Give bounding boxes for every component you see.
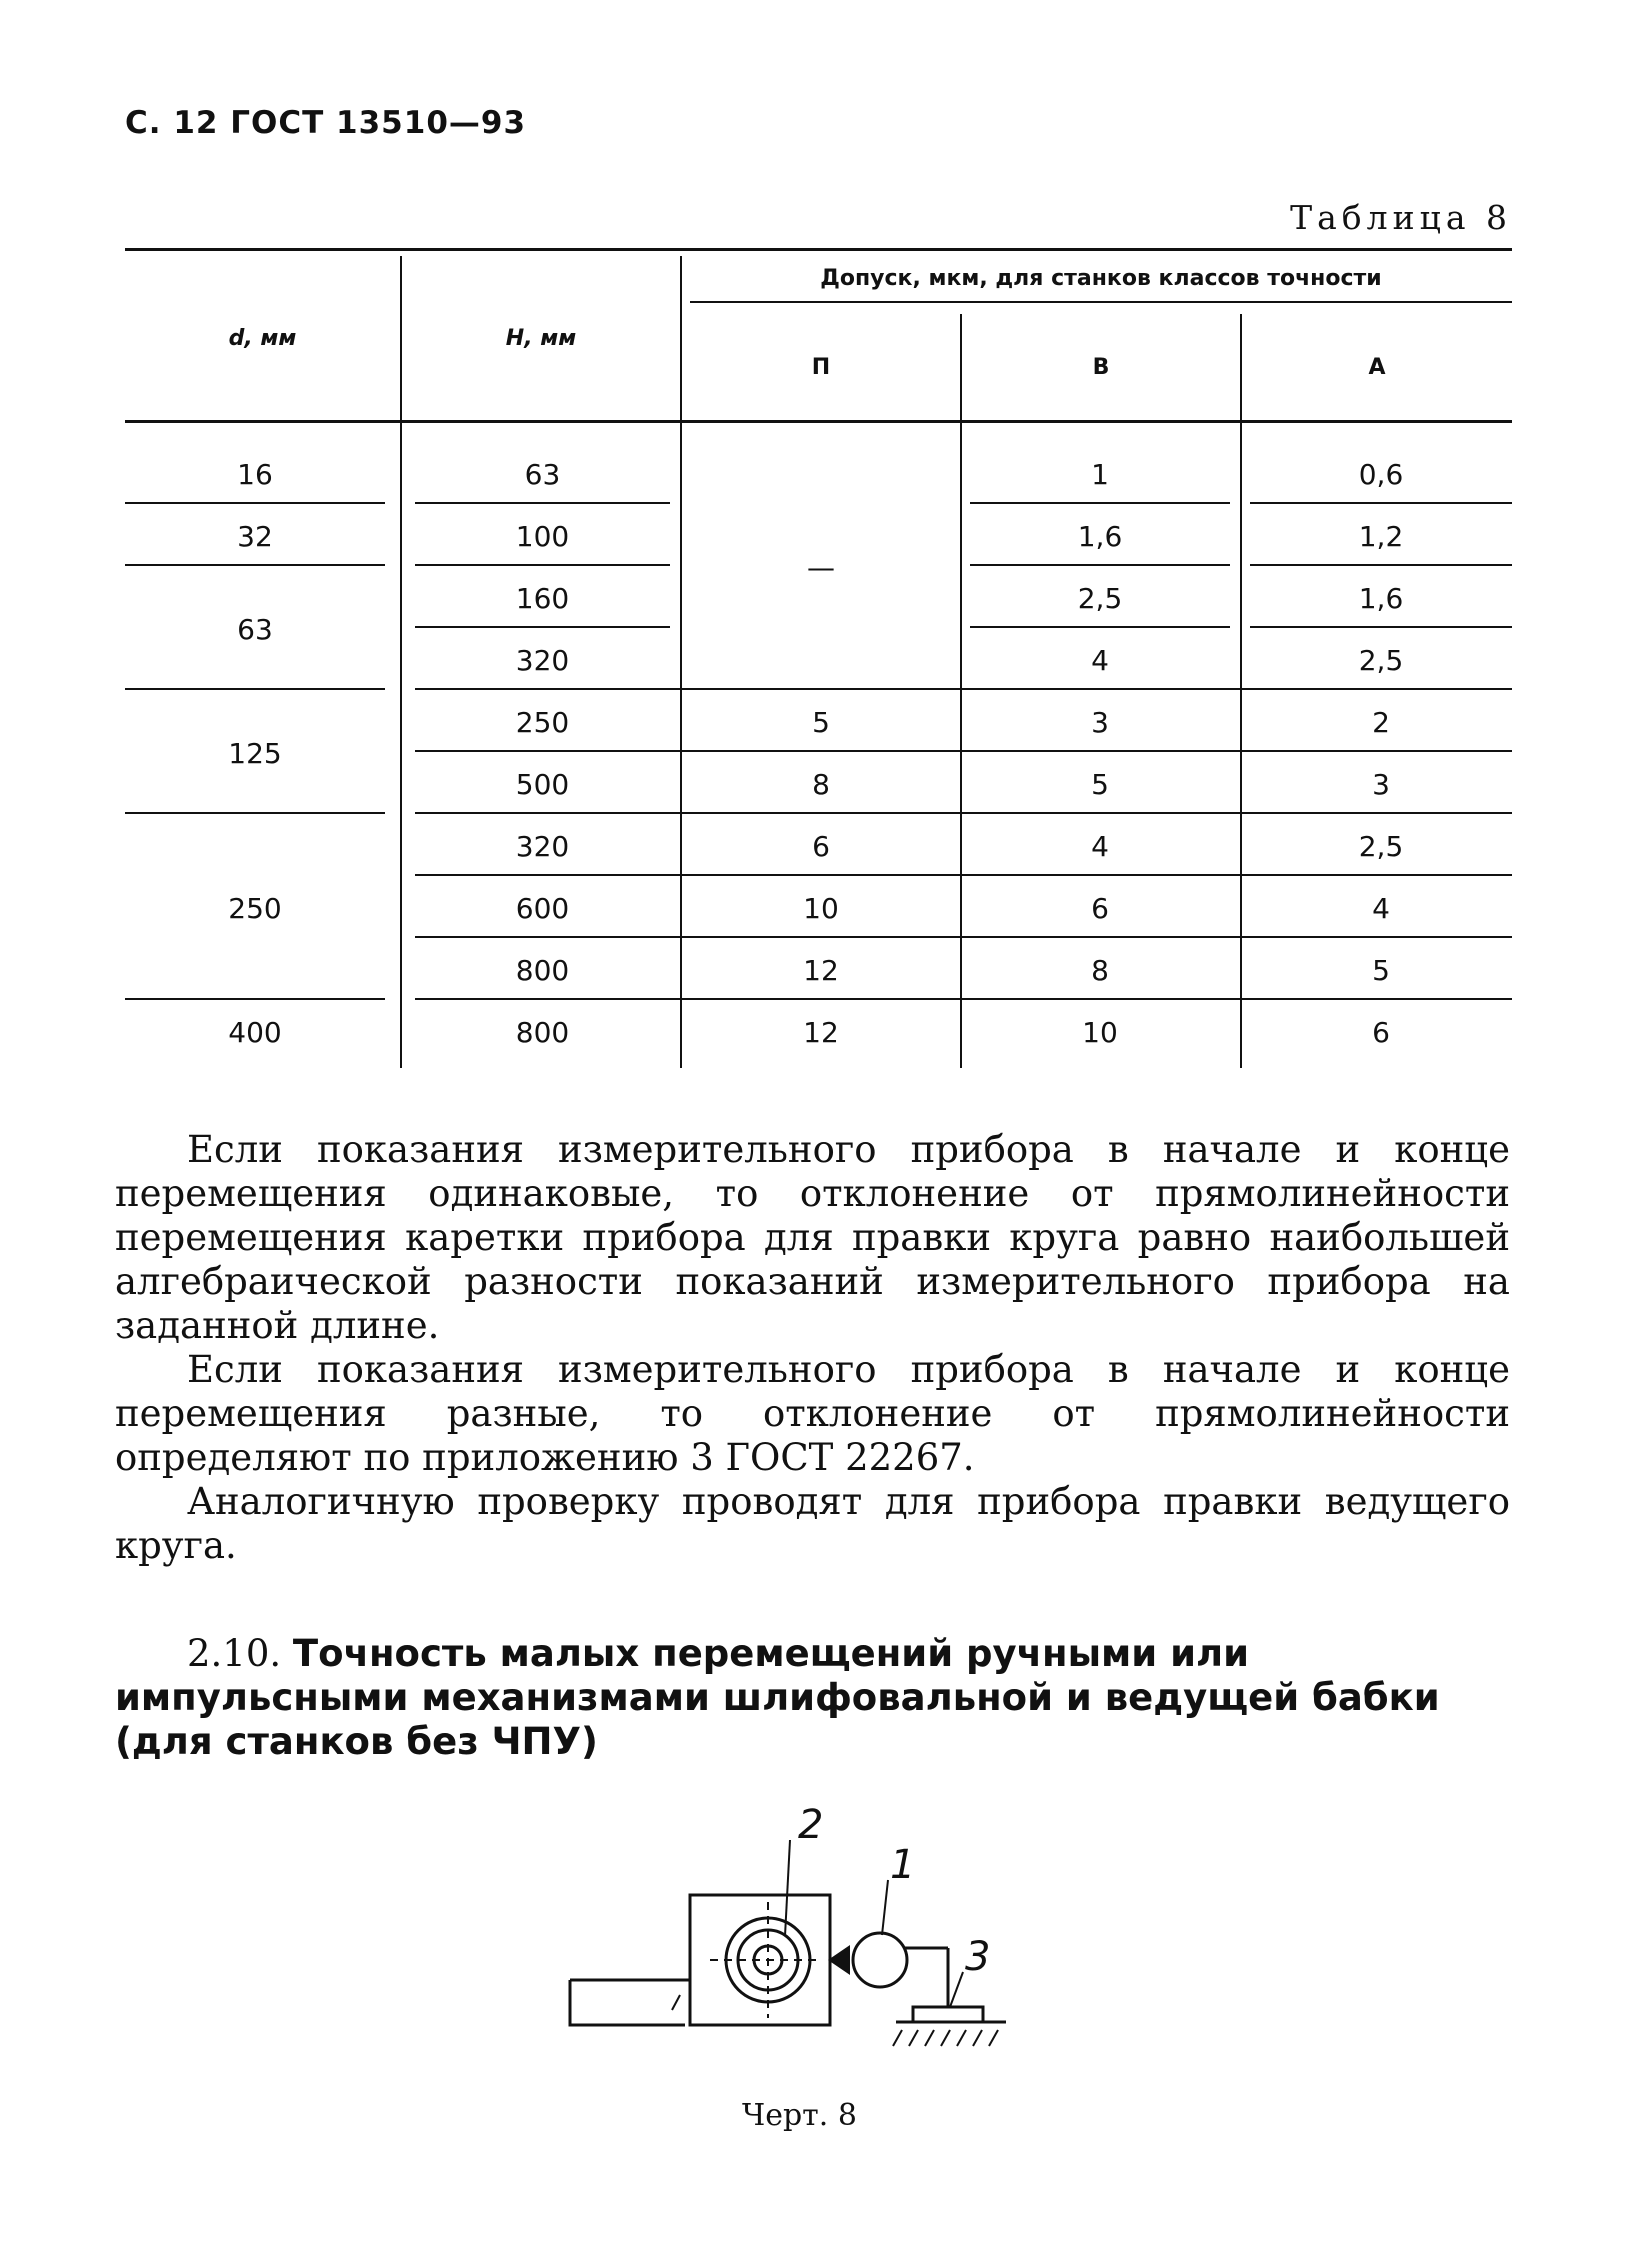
cell-a: 4: [1372, 891, 1390, 925]
section-title: Точность малых перемещений ручными или импульсными механизмами шлифовальной и ведущей бабки (для станков без ЧПУ): [115, 1632, 1440, 1763]
cell-d: 125: [228, 736, 282, 770]
cell-a: 1,2: [1358, 519, 1404, 553]
cell-b: 2,5: [1077, 581, 1123, 615]
cell-p: 12: [803, 953, 839, 987]
header-bottom-rule: [125, 420, 1512, 423]
cell-p: 10: [803, 891, 839, 925]
header-class-p: П: [811, 354, 831, 380]
header-sub-rule: [690, 301, 1512, 303]
col-rule: [960, 314, 962, 1068]
cell-h: 800: [515, 1015, 570, 1049]
paragraph-2: [115, 1348, 1510, 1480]
figure-label-2: 2: [798, 1802, 824, 1848]
section-2-10: [115, 1632, 1510, 1764]
cell-a: 3: [1372, 767, 1390, 801]
cell-b: 10: [1082, 1015, 1118, 1049]
header-tolerance: Допуск, мкм, для станков классов точности: [820, 266, 1382, 291]
cell-d: 63: [237, 612, 273, 646]
cell-a: 6: [1372, 1015, 1390, 1049]
mechanism-drawing: [560, 1800, 1030, 2120]
col-rule: [1240, 314, 1242, 1068]
header-class-a: А: [1368, 354, 1386, 380]
cell-a: 2: [1372, 705, 1390, 739]
figure-label-1: 1: [890, 1842, 916, 1888]
cell-p-dash: —: [807, 550, 835, 584]
page-header: С. 12 ГОСТ 13510—93: [125, 105, 527, 141]
section-number: 2.10.: [187, 1632, 282, 1675]
paragraph-3-text: Аналогичную проверку проводят для прибора правки ведущего круга.: [115, 1480, 1510, 1567]
drawing-8: [560, 1800, 1030, 2120]
header-d: d, мм: [228, 325, 297, 351]
cell-a: 2,5: [1358, 829, 1404, 863]
cell-b: 1: [1091, 457, 1109, 491]
cell-h: 320: [515, 829, 570, 863]
cell-b: 4: [1091, 643, 1109, 677]
cell-p: 6: [812, 829, 830, 863]
table-caption: Таблица 8: [1290, 198, 1512, 237]
cell-a: 0,6: [1358, 457, 1404, 491]
cell-d: 250: [228, 891, 282, 925]
cell-h: 100: [515, 519, 570, 553]
cell-h: 500: [515, 767, 570, 801]
cell-d: 32: [237, 519, 273, 553]
cell-p: 12: [803, 1015, 839, 1049]
paragraph-2-text: Если показания измерительного прибора в начале и конце перемещения разные, то отклонение от прямолинейности определяют по приложению 3 ГОСТ 22267.: [115, 1348, 1510, 1479]
cell-h: 160: [515, 581, 570, 615]
leader-1: [882, 1880, 888, 1935]
paragraph-3: [115, 1480, 1510, 1568]
paragraph-1: [115, 1128, 1510, 1348]
cell-a: 2,5: [1358, 643, 1404, 677]
indicator-stand: [913, 2007, 983, 2022]
cell-p: 8: [812, 767, 830, 801]
cell-b: 8: [1091, 953, 1109, 987]
cell-h: 320: [515, 643, 570, 677]
leader-3: [950, 1972, 963, 2007]
figure-caption: Черт. 8: [742, 2098, 857, 2133]
cell-b: 3: [1091, 705, 1109, 739]
base-slide: [570, 1980, 685, 2025]
header-class-b: В: [1092, 354, 1110, 380]
cell-p: 5: [812, 705, 830, 739]
cell-a: 5: [1372, 953, 1390, 987]
indicator-dial: [853, 1933, 907, 1987]
cell-d: 16: [237, 457, 273, 491]
paragraph-1-text: Если показания измерительного прибора в начале и конце перемещения одинаковые, то отклонение от прямолинейности перемещения каретки прибора для правки круга равно наибольшей алгебраической разности показаний измерительного прибора на заданной длине.: [115, 1128, 1510, 1347]
cell-d: 400: [228, 1015, 282, 1049]
figure-label-3: 3: [965, 1934, 991, 1980]
cell-b: 4: [1091, 829, 1109, 863]
cell-h: 250: [515, 705, 570, 739]
cell-h: 800: [515, 953, 570, 987]
tolerance-table: [125, 248, 1512, 1068]
cell-h: 600: [515, 891, 570, 925]
cell-b: 5: [1091, 767, 1109, 801]
cell-h: 63: [524, 457, 561, 491]
cell-a: 1,6: [1358, 581, 1404, 615]
cell-b: 1,6: [1077, 519, 1123, 553]
cell-b: 6: [1091, 891, 1109, 925]
header-h: H, мм: [505, 325, 577, 351]
table-top-rule: [125, 248, 1512, 251]
